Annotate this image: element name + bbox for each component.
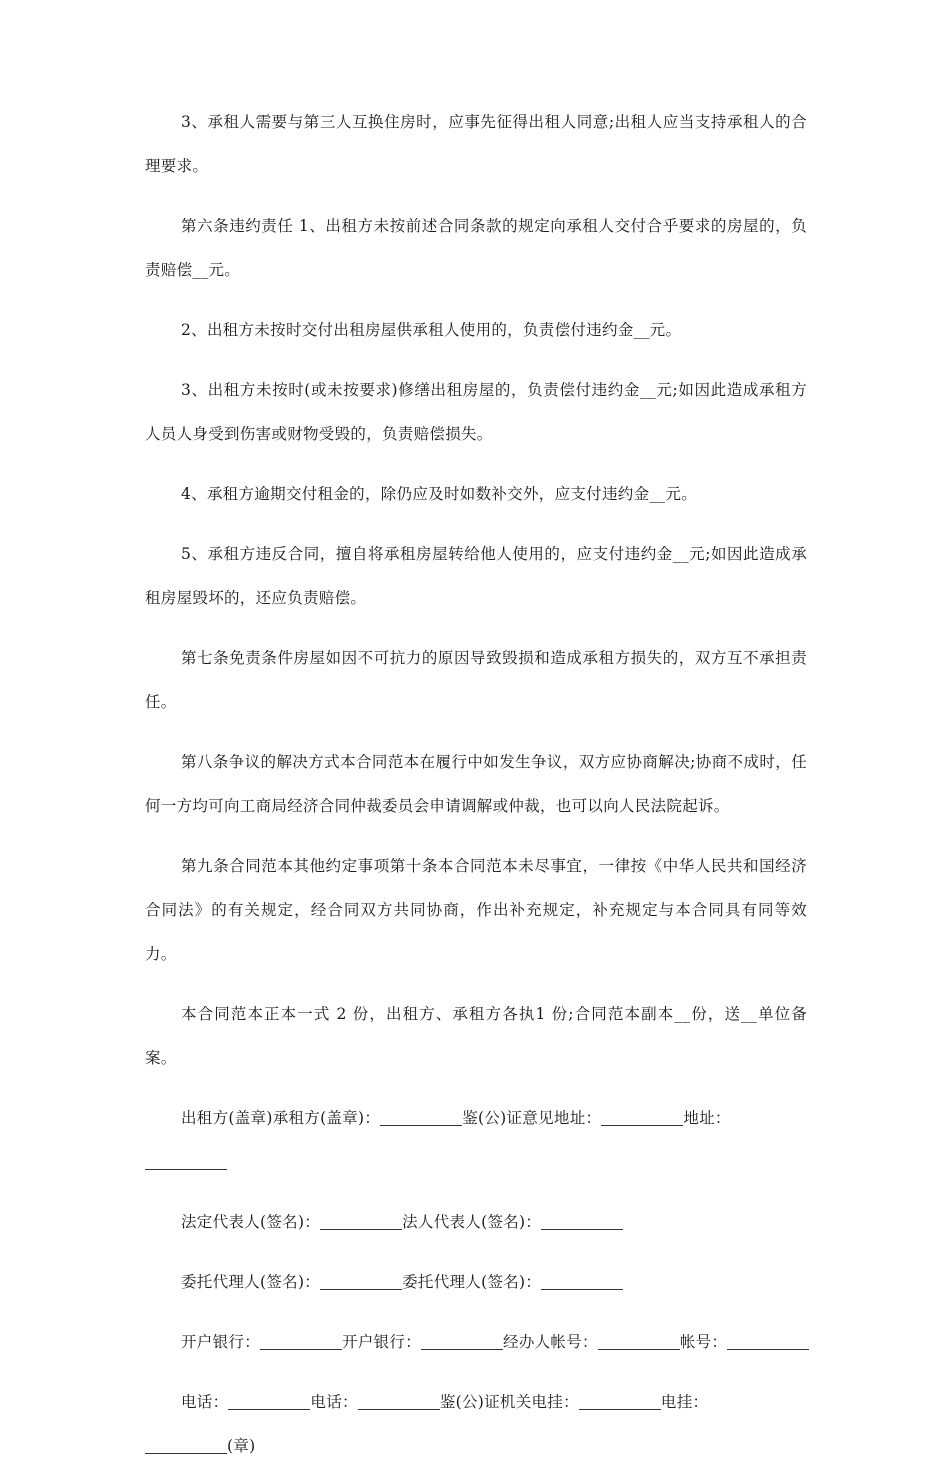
label-lessor-lessee-seal: 出租方(盖章)承租方(盖章)： — [181, 1109, 381, 1127]
blank-line — [601, 1110, 683, 1127]
paragraph-article-6-3: 3、出租方未按时(或未按要求)修缮出租房屋的，负责偿付违约金__元;如因此造成承租方人员人身受到伤害或财物受毁的，负责赔偿损失。 — [145, 381, 807, 443]
blank-line — [541, 1214, 623, 1231]
paragraph-article-8: 第八条争议的解决方式本合同范本在履行中如发生争议，双方应协商解决;协商不成时，任何一方均可向工商局经济合同仲裁委员会申请调解或仲裁，也可以向人民法院起诉。 — [145, 753, 807, 815]
blank-line — [598, 1334, 680, 1351]
label-bank: 开户银行： — [181, 1333, 261, 1351]
signature-row-legal-rep — [145, 1200, 807, 1244]
paragraph-article-6-1: 第六条违约责任 1、出租方未按前述合同条款的规定向承租人交付合乎要求的房屋的，负责赔偿__元。 — [145, 217, 807, 279]
blank-line — [579, 1394, 661, 1411]
label-seal: (章) — [227, 1437, 256, 1455]
paragraph-copies: 本合同范本正本一式 2 份，出租方、承租方各执1 份;合同范本副本__份，送__单位备案。 — [145, 1005, 807, 1067]
label-agent-2: 委托代理人(签名)： — [402, 1273, 542, 1291]
label-address: 地址： — [683, 1109, 731, 1127]
paragraph-article-7: 第七条免责条件房屋如因不可抗力的原因导致毁损和造成承租方损失的，双方互不承担责任。 — [145, 649, 807, 711]
label-notary-cable: 鉴(公)证机关电挂： — [439, 1393, 579, 1411]
blank-line — [358, 1394, 440, 1411]
label-handler-account: 经办人帐号： — [503, 1333, 598, 1351]
label-bank-2: 开户银行： — [342, 1333, 422, 1351]
signature-row-phone-cont — [145, 1424, 807, 1468]
signature-row-agent — [145, 1260, 807, 1304]
label-legal-rep: 法定代表人(签名)： — [181, 1213, 321, 1231]
blank-line — [228, 1394, 310, 1411]
label-notary-opinion-address: 鉴(公)证意见地址： — [462, 1109, 602, 1127]
document-page — [145, 100, 807, 1484]
paragraph-clause-5-3: 3、承租人需要与第三人互换住房时，应事先征得出租人同意;出租人应当支持承租人的合理要求。 — [145, 113, 807, 175]
blank-line — [380, 1110, 462, 1127]
blank-line — [541, 1274, 623, 1291]
label-phone: 电话： — [181, 1393, 229, 1411]
label-account: 帐号： — [679, 1333, 728, 1351]
label-cable: 电挂： — [660, 1393, 709, 1411]
paragraph-article-6-2: 2、出租方未按时交付出租房屋供承租人使用的，负责偿付违约金__元。 — [181, 321, 682, 339]
paragraph-article-9: 第九条合同范本其他约定事项第十条本合同范本未尽事宜，一律按《中华人民共和国经济合同法》的有关规定，经合同双方共同协商，作出补充规定，补充规定与本合同具有同等效力。 — [145, 857, 807, 963]
label-legal-rep-2: 法人代表人(签名)： — [402, 1213, 542, 1231]
blank-line — [727, 1334, 809, 1351]
blank-line — [145, 1154, 227, 1171]
signature-row-phone — [145, 1380, 807, 1424]
label-phone-2: 电话： — [310, 1393, 358, 1411]
blank-line — [421, 1334, 503, 1351]
blank-line — [320, 1274, 402, 1291]
blank-line — [145, 1438, 227, 1455]
paragraph-article-6-5: 5、承租方违反合同，擅自将承租房屋转给他人使用的，应支付违约金__元;如因此造成承租房屋毁坏的，还应负责赔偿。 — [145, 545, 807, 607]
label-agent: 委托代理人(签名)： — [181, 1273, 321, 1291]
signature-row-parties — [145, 1096, 807, 1140]
signature-row-bank — [145, 1320, 807, 1364]
blank-line — [260, 1334, 342, 1351]
blank-line — [320, 1214, 402, 1231]
paragraph-article-6-4: 4、承租方逾期交付租金的，除仍应及时如数补交外，应支付违约金__元。 — [181, 485, 698, 503]
signature-row-parties-cont — [145, 1140, 807, 1184]
